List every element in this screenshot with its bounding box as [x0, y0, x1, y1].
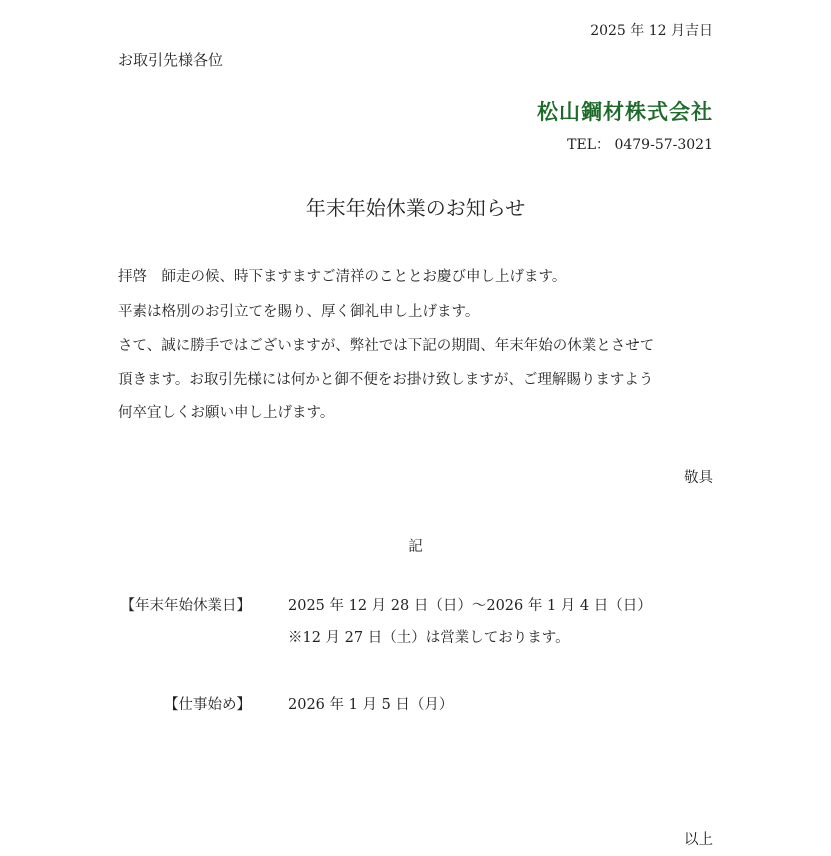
work-start-date: 2026 年 1 月 5 日（月） [288, 697, 454, 713]
body-line: 頂きます。お取引先様には何かと御不便をお掛け致しますが、ご理解賜りますよう [118, 372, 654, 388]
body-line: 何卒宜しくお願い申し上げます。 [118, 405, 335, 421]
closing-keigu: 敬具 [684, 470, 713, 486]
holiday-label: 【年末年始休業日】 [120, 598, 251, 614]
holiday-note: ※12 月 27 日（土）は営業しております。 [288, 630, 570, 646]
company-tel: TEL： 0479-57-3021 [567, 137, 713, 153]
ki-heading: 記 [408, 539, 423, 555]
recipient: お取引先様各位 [118, 51, 224, 69]
company-logo-text: 松山鋼材株式会社 [537, 100, 713, 124]
body-line: 拝啓 師走の候、時下ますますご清祥のこととお慶び申し上げます。 [118, 269, 567, 285]
holiday-period: 2025 年 12 月 28 日（日）～2026 年 1 月 4 日（日） [288, 598, 652, 614]
body-line: さて、誠に勝手ではございますが、弊社では下記の期間、年末年始の休業とさせて [118, 338, 655, 354]
work-start-label: 【仕事始め】 [164, 697, 251, 713]
body-line: 平素は格別のお引立てを賜り、厚く御礼申し上げます。 [118, 304, 480, 320]
document-date: 2025 年 12 月吉日 [590, 23, 713, 39]
document-title: 年末年始休業のお知らせ [305, 196, 526, 220]
closing-ijou: 以上 [684, 832, 713, 848]
